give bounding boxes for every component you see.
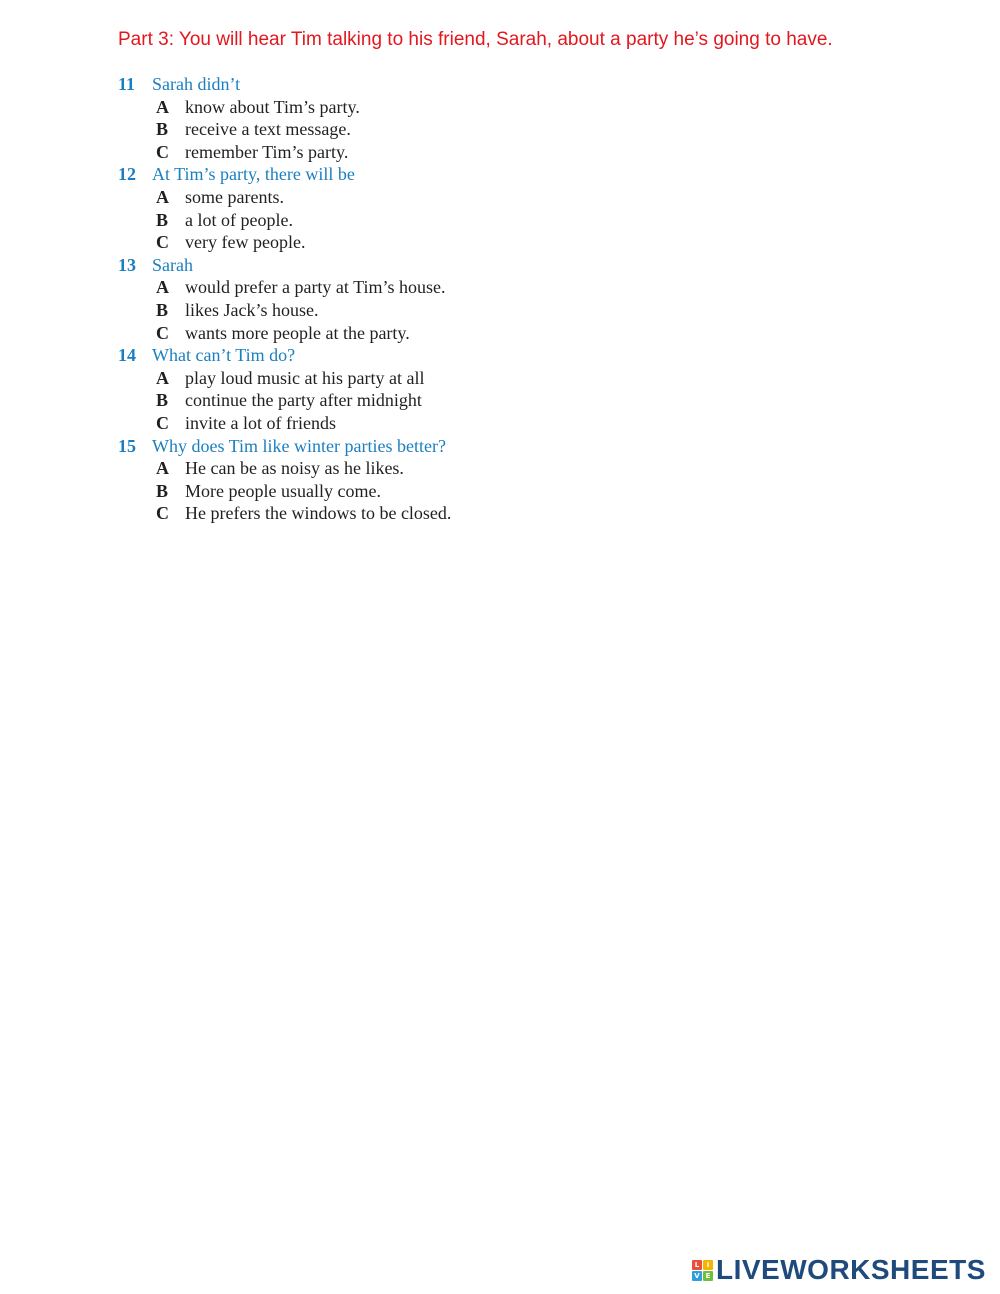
- option-letter: C: [156, 412, 169, 433]
- option-text: He can be as noisy as he likes.: [185, 458, 404, 479]
- option-letter: B: [156, 480, 169, 501]
- option-letter: A: [156, 458, 169, 479]
- question-stem: Sarah didn’t: [152, 74, 241, 94]
- option-letter: B: [156, 390, 169, 411]
- option-text: invite a lot of friends: [185, 412, 336, 433]
- question-number: 15: [118, 435, 136, 456]
- option-text: He prefers the windows to be closed.: [185, 503, 452, 524]
- question-stem: What can’t Tim do?: [152, 345, 296, 366]
- question-stem: At Tim’s party, there will be: [152, 164, 355, 185]
- option-letter: A: [156, 277, 169, 298]
- option-11-b[interactable]: [118, 118, 451, 141]
- option-letter: B: [156, 299, 169, 320]
- option-14-c[interactable]: [118, 412, 451, 435]
- option-letter: B: [156, 119, 169, 140]
- option-12-c[interactable]: [118, 231, 451, 254]
- question-13: [118, 254, 451, 277]
- question-15: [118, 435, 451, 458]
- option-text: More people usually come.: [185, 480, 381, 501]
- option-letter: A: [156, 186, 169, 207]
- option-13-c[interactable]: [118, 322, 451, 345]
- option-text: very few people.: [185, 232, 306, 253]
- option-text: continue the party after midnight: [185, 390, 422, 411]
- option-letter: A: [156, 96, 169, 117]
- question-11: [118, 73, 451, 96]
- option-11-a[interactable]: [118, 96, 451, 119]
- liveworksheets-logo-icon: [692, 1260, 713, 1281]
- question-number: 13: [118, 254, 136, 275]
- logo-tile: L: [692, 1260, 702, 1270]
- option-15-b[interactable]: [118, 480, 451, 503]
- option-12-a[interactable]: [118, 186, 451, 209]
- option-12-b[interactable]: [118, 209, 451, 232]
- option-letter: C: [156, 322, 169, 343]
- logo-tile: V: [692, 1271, 702, 1281]
- question-12: [118, 163, 451, 186]
- option-13-a[interactable]: [118, 276, 451, 299]
- question-number: 12: [118, 164, 136, 185]
- liveworksheets-logo: [692, 1254, 986, 1286]
- option-14-a[interactable]: [118, 367, 451, 390]
- option-text: some parents.: [185, 186, 284, 207]
- option-text: wants more people at the party.: [185, 322, 410, 343]
- option-text: play loud music at his party at all: [185, 367, 425, 388]
- option-text: receive a text message.: [185, 119, 351, 140]
- option-13-b[interactable]: [118, 299, 451, 322]
- option-letter: C: [156, 232, 169, 253]
- logo-tile: I: [703, 1260, 713, 1270]
- option-letter: C: [156, 141, 169, 162]
- option-text: know about Tim’s party.: [185, 96, 360, 117]
- option-letter: B: [156, 209, 169, 230]
- option-text: would prefer a party at Tim’s house.: [185, 277, 446, 298]
- option-15-c[interactable]: [118, 502, 451, 525]
- option-letter: C: [156, 503, 169, 524]
- question-list: [118, 73, 451, 525]
- question-stem: Why does Tim like winter parties better?: [152, 435, 446, 456]
- question-14: [118, 344, 451, 367]
- page-heading: Part 3: You will hear Tim talking to his friend, Sarah, about a party he’s going to have.: [118, 29, 833, 50]
- question-number: 11: [118, 74, 136, 94]
- logo-text: LIVEWORKSHEETS: [716, 1254, 986, 1285]
- option-text: remember Tim’s party.: [185, 141, 349, 162]
- logo-tile: E: [703, 1271, 713, 1281]
- option-15-a[interactable]: [118, 457, 451, 480]
- option-letter: A: [156, 367, 169, 388]
- option-text: likes Jack’s house.: [185, 299, 319, 320]
- question-number: 14: [118, 345, 136, 366]
- question-stem: Sarah: [152, 254, 193, 275]
- option-14-b[interactable]: [118, 389, 451, 412]
- option-text: a lot of people.: [185, 209, 293, 230]
- option-11-c[interactable]: [118, 141, 451, 164]
